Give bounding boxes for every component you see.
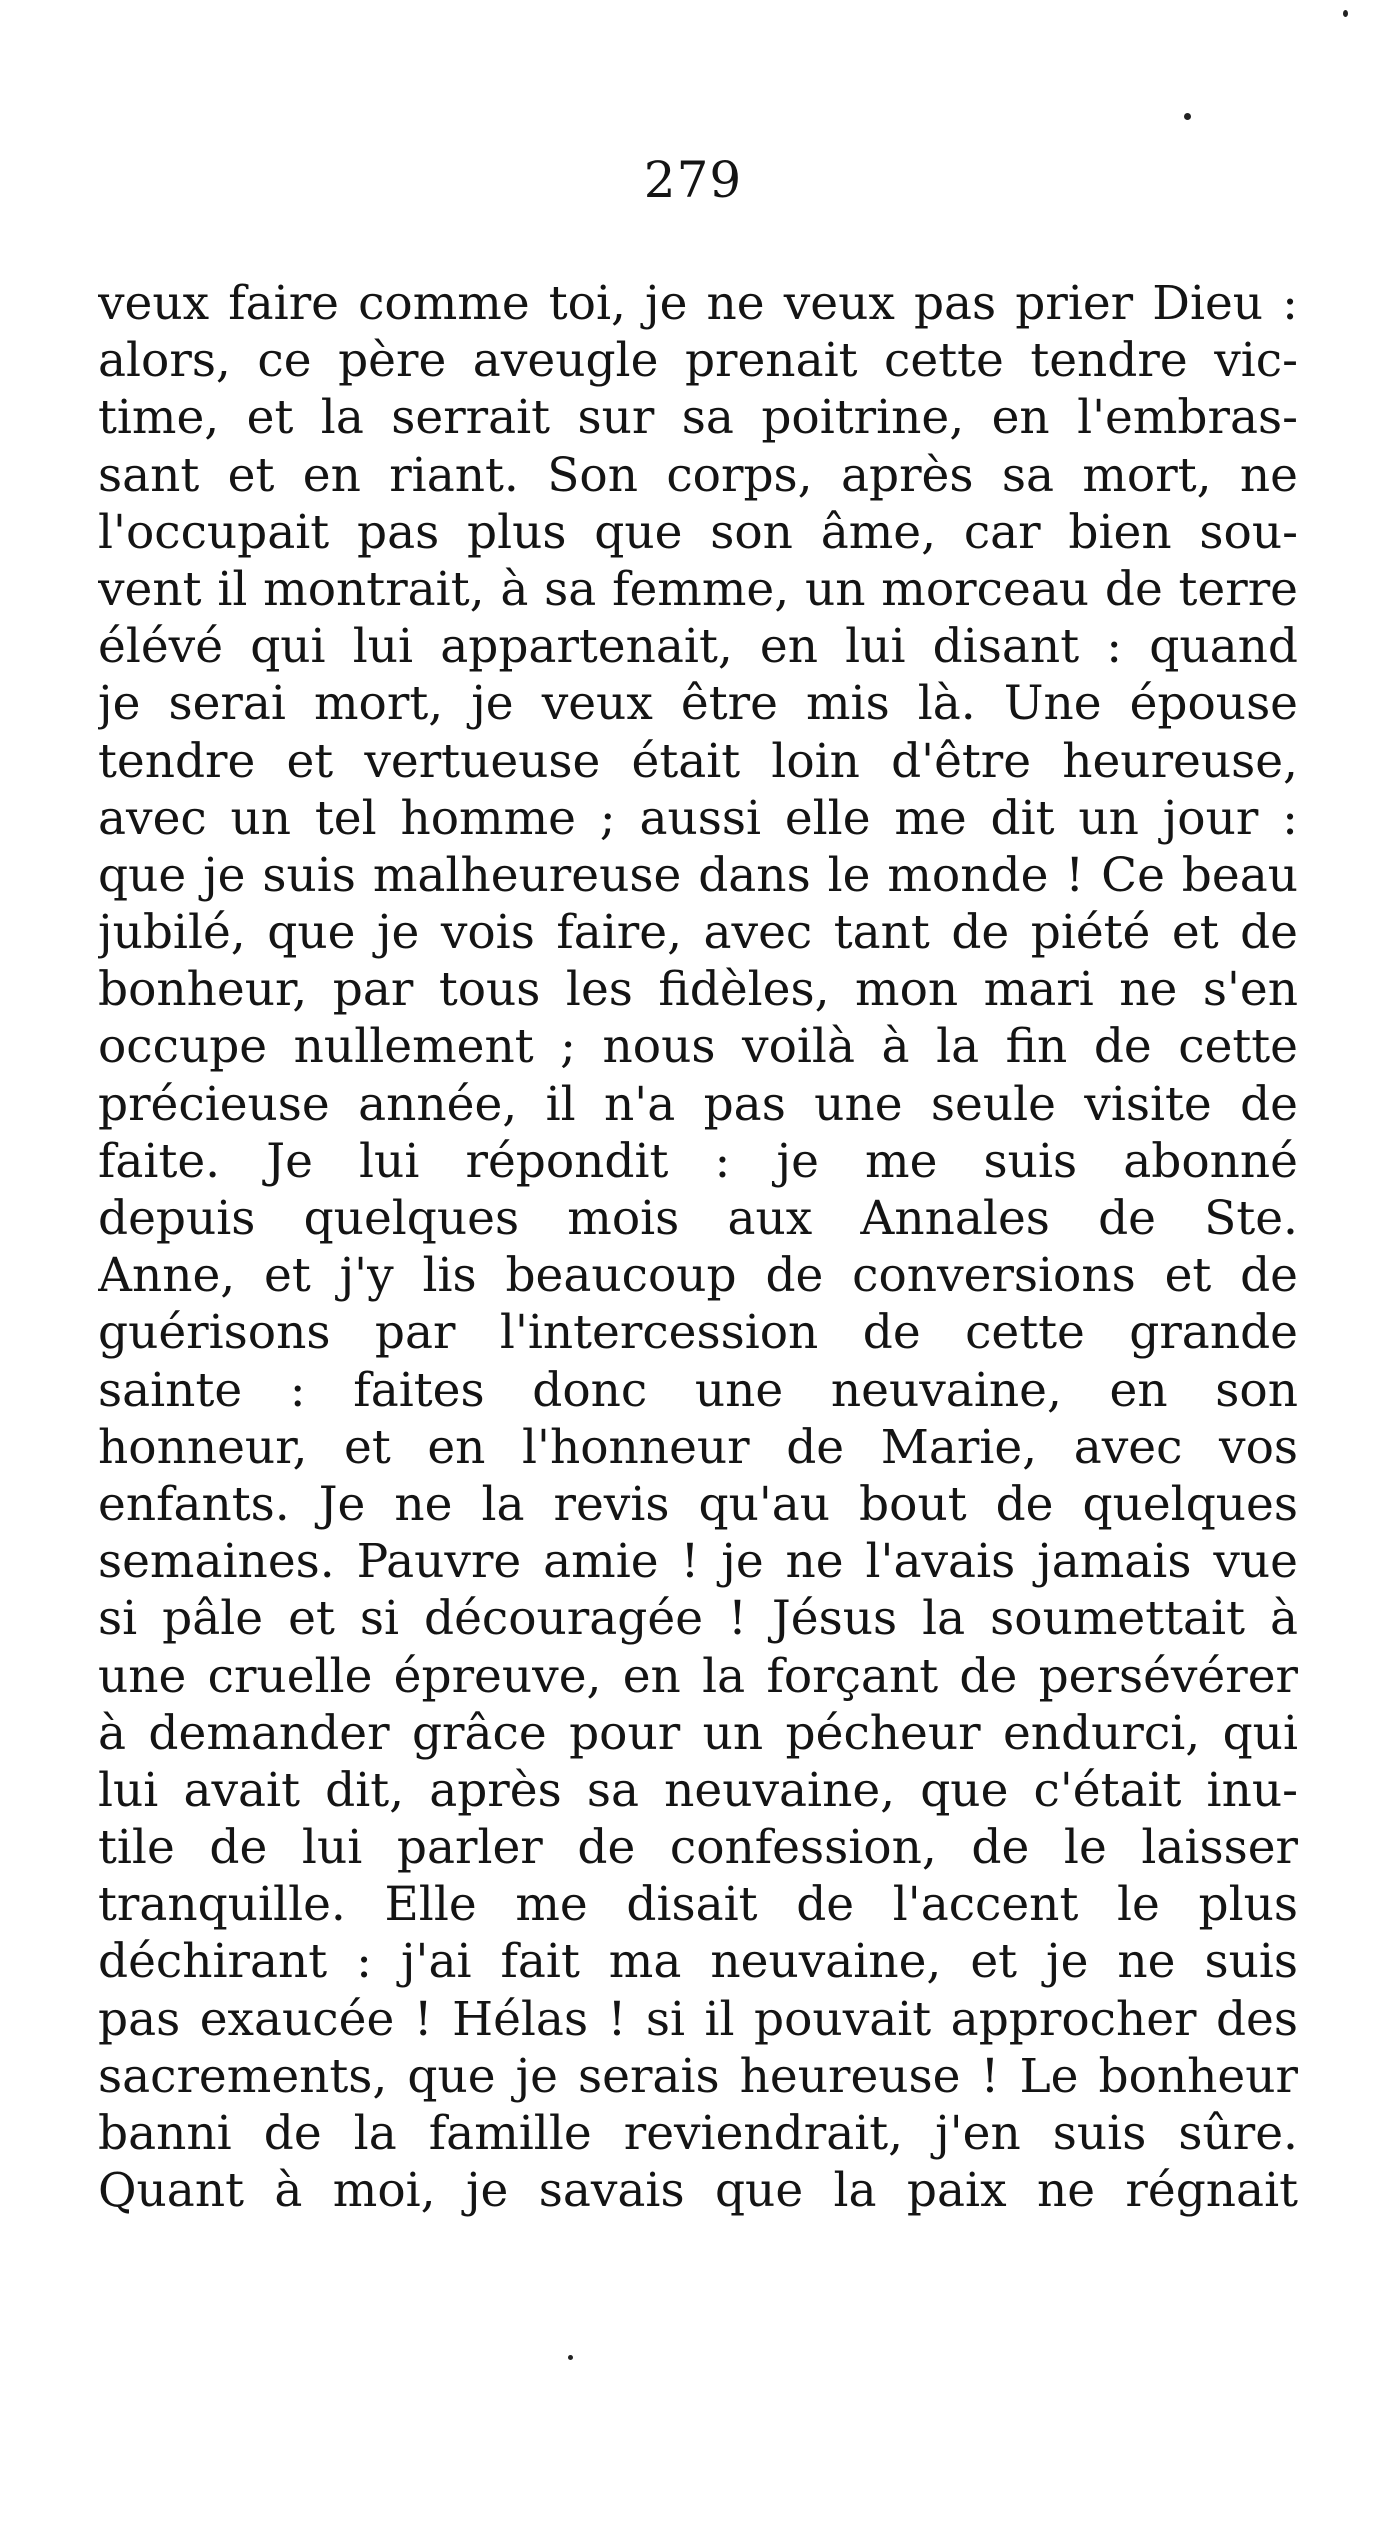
text-line: avec un tel homme ; aussi elle me dit un jour : xyxy=(98,790,1298,846)
text-line: jubilé, que je vois faire, avec tant de piété et de xyxy=(98,905,1298,961)
text-line: bonheur, par tous les fidèles, mon mari ne s'en xyxy=(98,962,1298,1018)
print-speck xyxy=(568,2355,573,2360)
text-line: sacrements, que je serais heureuse ! Le bonheur xyxy=(98,2048,1298,2104)
text-line: veux faire comme toi, je ne veux pas prier Dieu : xyxy=(98,276,1298,331)
text-line: depuis quelques mois aux Annales de Ste. xyxy=(98,1191,1298,1246)
print-speck xyxy=(1343,10,1348,17)
text-line: pas exaucée ! Hélas ! si il pouvait approcher des xyxy=(98,1991,1298,2047)
text-line: faite. Je lui répondit : je me suis abonné xyxy=(98,1133,1298,1189)
text-line: précieuse année, il n'a pas une seule visite de xyxy=(98,1076,1298,1132)
page-number: 279 xyxy=(643,151,743,209)
text-line: time, et la serrait sur sa poitrine, en l'embras- xyxy=(98,390,1298,446)
body-text xyxy=(98,275,1298,2219)
text-line: je serai mort, je veux être mis là. Une épouse xyxy=(98,676,1298,732)
text-line: l'occupait pas plus que son âme, car bien sou- xyxy=(98,504,1298,560)
text-line: occupe nullement ; nous voilà à la fin de cette xyxy=(98,1019,1298,1075)
text-line: alors, ce père aveugle prenait cette tendre vic- xyxy=(98,333,1298,389)
text-line: lui avait dit, après sa neuvaine, que c'était inu- xyxy=(98,1762,1298,1818)
text-line: Anne, et j'y lis beaucoup de conversions et de xyxy=(98,1248,1298,1304)
text-line: à demander grâce pour un pécheur endurci, qui xyxy=(98,1705,1298,1761)
text-line: tendre et vertueuse était loin d'être heureuse, xyxy=(98,733,1298,789)
text-line: élévé qui lui appartenait, en lui disant : quand xyxy=(98,619,1298,675)
text-line: si pâle et si découragée ! Jésus la soumettait à xyxy=(98,1591,1298,1647)
text-line: enfants. Je ne la revis qu'au bout de quelques xyxy=(98,1476,1298,1532)
text-line: vent il montrait, à sa femme, un morceau de terre xyxy=(98,561,1298,617)
print-speck xyxy=(1184,113,1191,120)
text-line: sainte : faites donc une neuvaine, en son xyxy=(98,1362,1298,1418)
text-line: que je suis malheureuse dans le monde ! Ce beau xyxy=(98,847,1298,903)
text-line: sant et en riant. Son corps, après sa mort, ne xyxy=(98,447,1298,503)
text-line: tranquille. Elle me disait de l'accent le plus xyxy=(98,1877,1298,1933)
text-line: semaines. Pauvre amie ! je ne l'avais jamais vue xyxy=(98,1534,1298,1590)
text-line: guérisons par l'intercession de cette grande xyxy=(98,1305,1298,1361)
text-line: Quant à moi, je savais que la paix ne régnait xyxy=(98,2163,1298,2219)
text-line: honneur, et en l'honneur de Marie, avec vos xyxy=(98,1419,1298,1475)
text-line: tile de lui parler de confession, de le laisser xyxy=(98,1820,1298,1876)
text-line: une cruelle épreuve, en la forçant de persévérer xyxy=(98,1648,1298,1704)
text-line: banni de la famille reviendrait, j'en suis sûre. xyxy=(98,2106,1298,2161)
text-line: déchirant : j'ai fait ma neuvaine, et je ne suis xyxy=(98,1934,1298,1990)
